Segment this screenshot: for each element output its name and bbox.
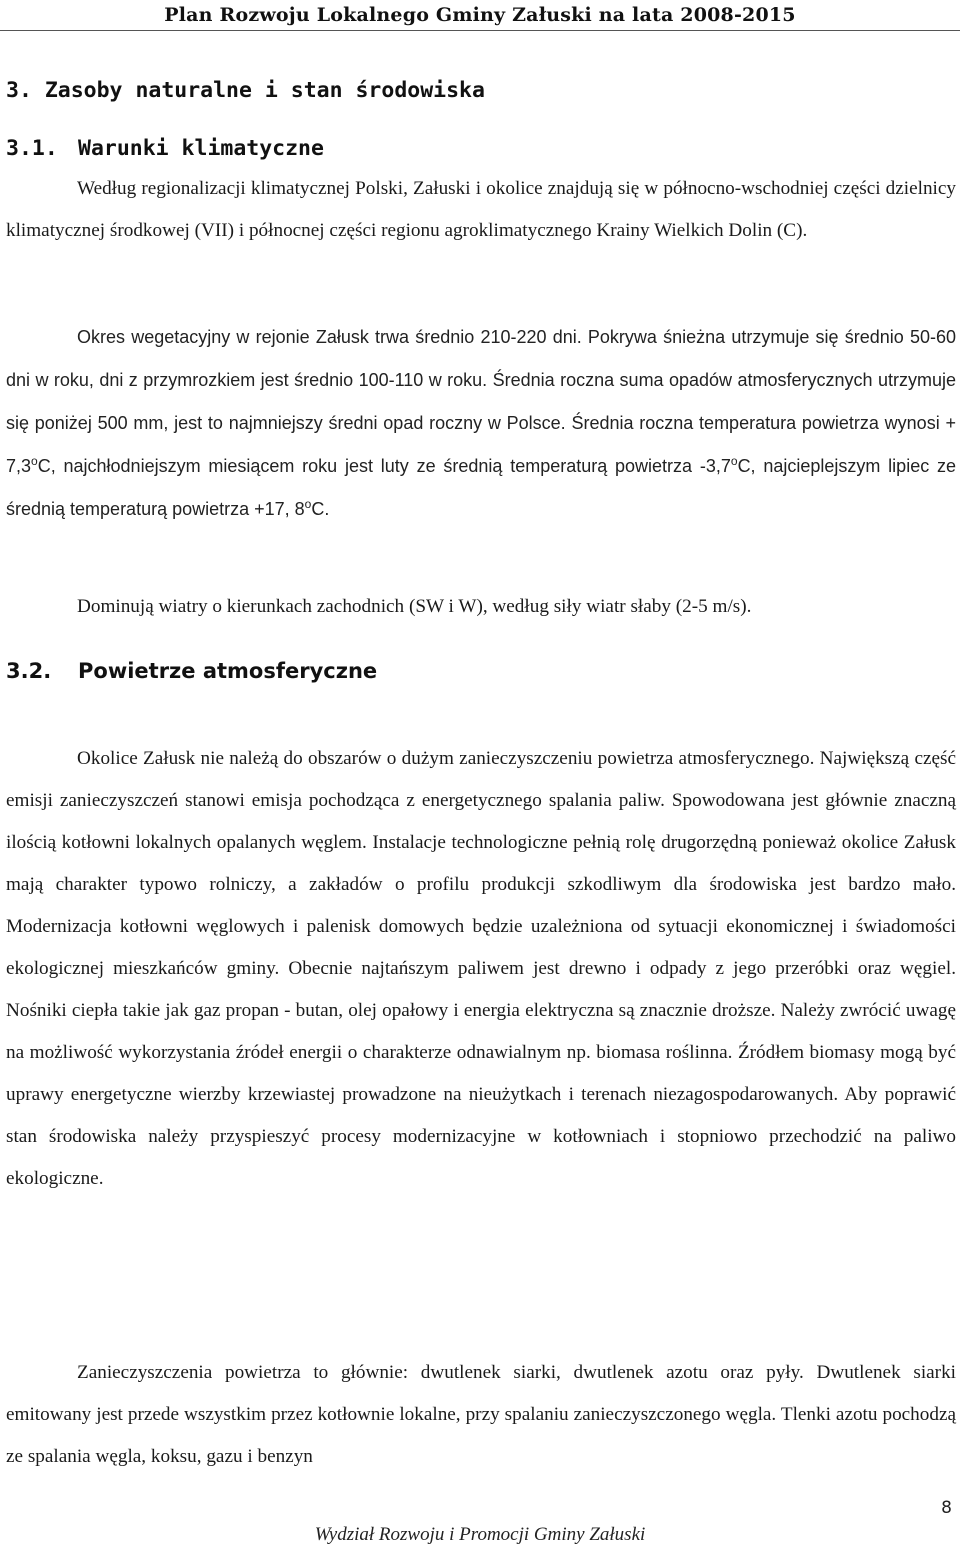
temperature-text-1: Średnia roczna temperatura powietrza wynosi + 7,3	[6, 413, 956, 476]
section-3-1-heading	[6, 134, 324, 164]
page-number: 8	[941, 1498, 952, 1518]
temperature-text-3: C, najcieplejszym lipiec ze średnią temperaturą powietrza +17, 8	[6, 456, 957, 519]
air-paragraph-1: Okolice Załusk nie należą do obszarów o dużym zanieczyszczeniu powietrza atmosferycznego. Największą część emisji zanieczyszczeń stanowi emisja pochodząca z energetycznego spalania paliw. Spowodowana jest głównie znaczną ilością kotłowni lokalnych opalanych węglem. Instalacje technologiczne pełnią rolę drugorzędną ponieważ okolice Załusk mają charakter typowo rolniczy, a zakładów o profilu produkcji szkodliwym dla środowiska jest bardzo mało. Modernizacja kotłowni węglowych i palenisk domowych będzie uzależniona od sytuacji ekonomicznej i świadomości ekologicznej mieszkańców gminy. Obecnie najtańszym paliwem jest drewno i odpady z jego przeróbki oraz węgiel. Nośniki ciepła takie jak gaz propan - butan, olej opałowy i energia elektryczna są znacznie droższe. Należy zwrócić uwagę na możliwość wykorzystania źródeł energii o charakterze odnawialnym np. biomasa roślinna. Źródłem biomasy mogą być uprawy energetyczne wierzby krzewiastej prowadzone na nieużytkach i terenach niezagospodarowanych. Aby poprawić stan środowiska należy przyspieszyć procesy modernizacyjne w kotłowniach i stopniowo przechodzić na paliwo ekologiczne.	[6, 748, 956, 1189]
running-header: Plan Rozwoju Lokalnego Gminy Załuski na lata 2008-2015	[164, 4, 796, 26]
snow-precipitation-text: Pokrywa śnieżna utrzymuje się średnio 50-60 dni w roku, dni z przymrozkiem jest średnio 100-110 w roku. Średnia roczna suma opadów atmosferycznych utrzymuje się poniżej 500 mm, jest to najmniejszy średni opad roczny w Polsce.	[6, 327, 956, 433]
vegetation-period-text: Okres wegetacyjny w rejonie Załusk trwa średnio 210-220 dni.	[77, 327, 588, 347]
section-3-1-title: Warunki klimatyczne	[78, 136, 324, 161]
air-paragraph-2: Zanieczyszczenia powietrza to głównie: dwutlenek siarki, dwutlenek azotu oraz pyły. Dwutlenek siarki emitowany jest przede wszystkim przez kotłownie lokalne, przy spalaniu zanieczyszczonego węgla. Tlenki azotu pochodzą ze spalania węgla, koksu, gazu i benzyn	[6, 1362, 956, 1467]
degree-mark: o	[304, 497, 312, 511]
section-3-2-number: 3.2.	[6, 659, 52, 683]
header-rule	[0, 30, 960, 31]
temperature-text-2: C, najchłodniejszym miesiącem roku jest luty ze średnią temperaturą powietrza -3,7	[37, 456, 731, 476]
section-3-heading: 3. Zasoby naturalne i stan środowiska	[6, 78, 485, 103]
climate-paragraph-2	[6, 316, 956, 531]
section-3-2-title: Powietrze atmosferyczne	[78, 659, 378, 683]
degree-mark: o	[31, 454, 38, 468]
section-3-2-heading	[6, 656, 377, 686]
section-3-1-number: 3.1.	[6, 136, 58, 161]
climate-paragraph-1: Według regionalizacji klimatycznej Polski, Załuski i okolice znajdują się w północno-wschodniej części dzielnicy klimatycznej środkowej (VII) i północnej części regionu agroklimatycznego Krainy Wielkich Dolin (C).	[6, 178, 956, 241]
wind-paragraph: Dominują wiatry o kierunkach zachodnich (SW i W), według siły wiatr słaby (2-5 m/s).	[77, 596, 752, 617]
footer-text: Wydział Rozwoju i Promocji Gminy Załuski	[314, 1524, 646, 1545]
temperature-text-4: C.	[311, 499, 330, 519]
degree-mark: o	[730, 454, 738, 468]
